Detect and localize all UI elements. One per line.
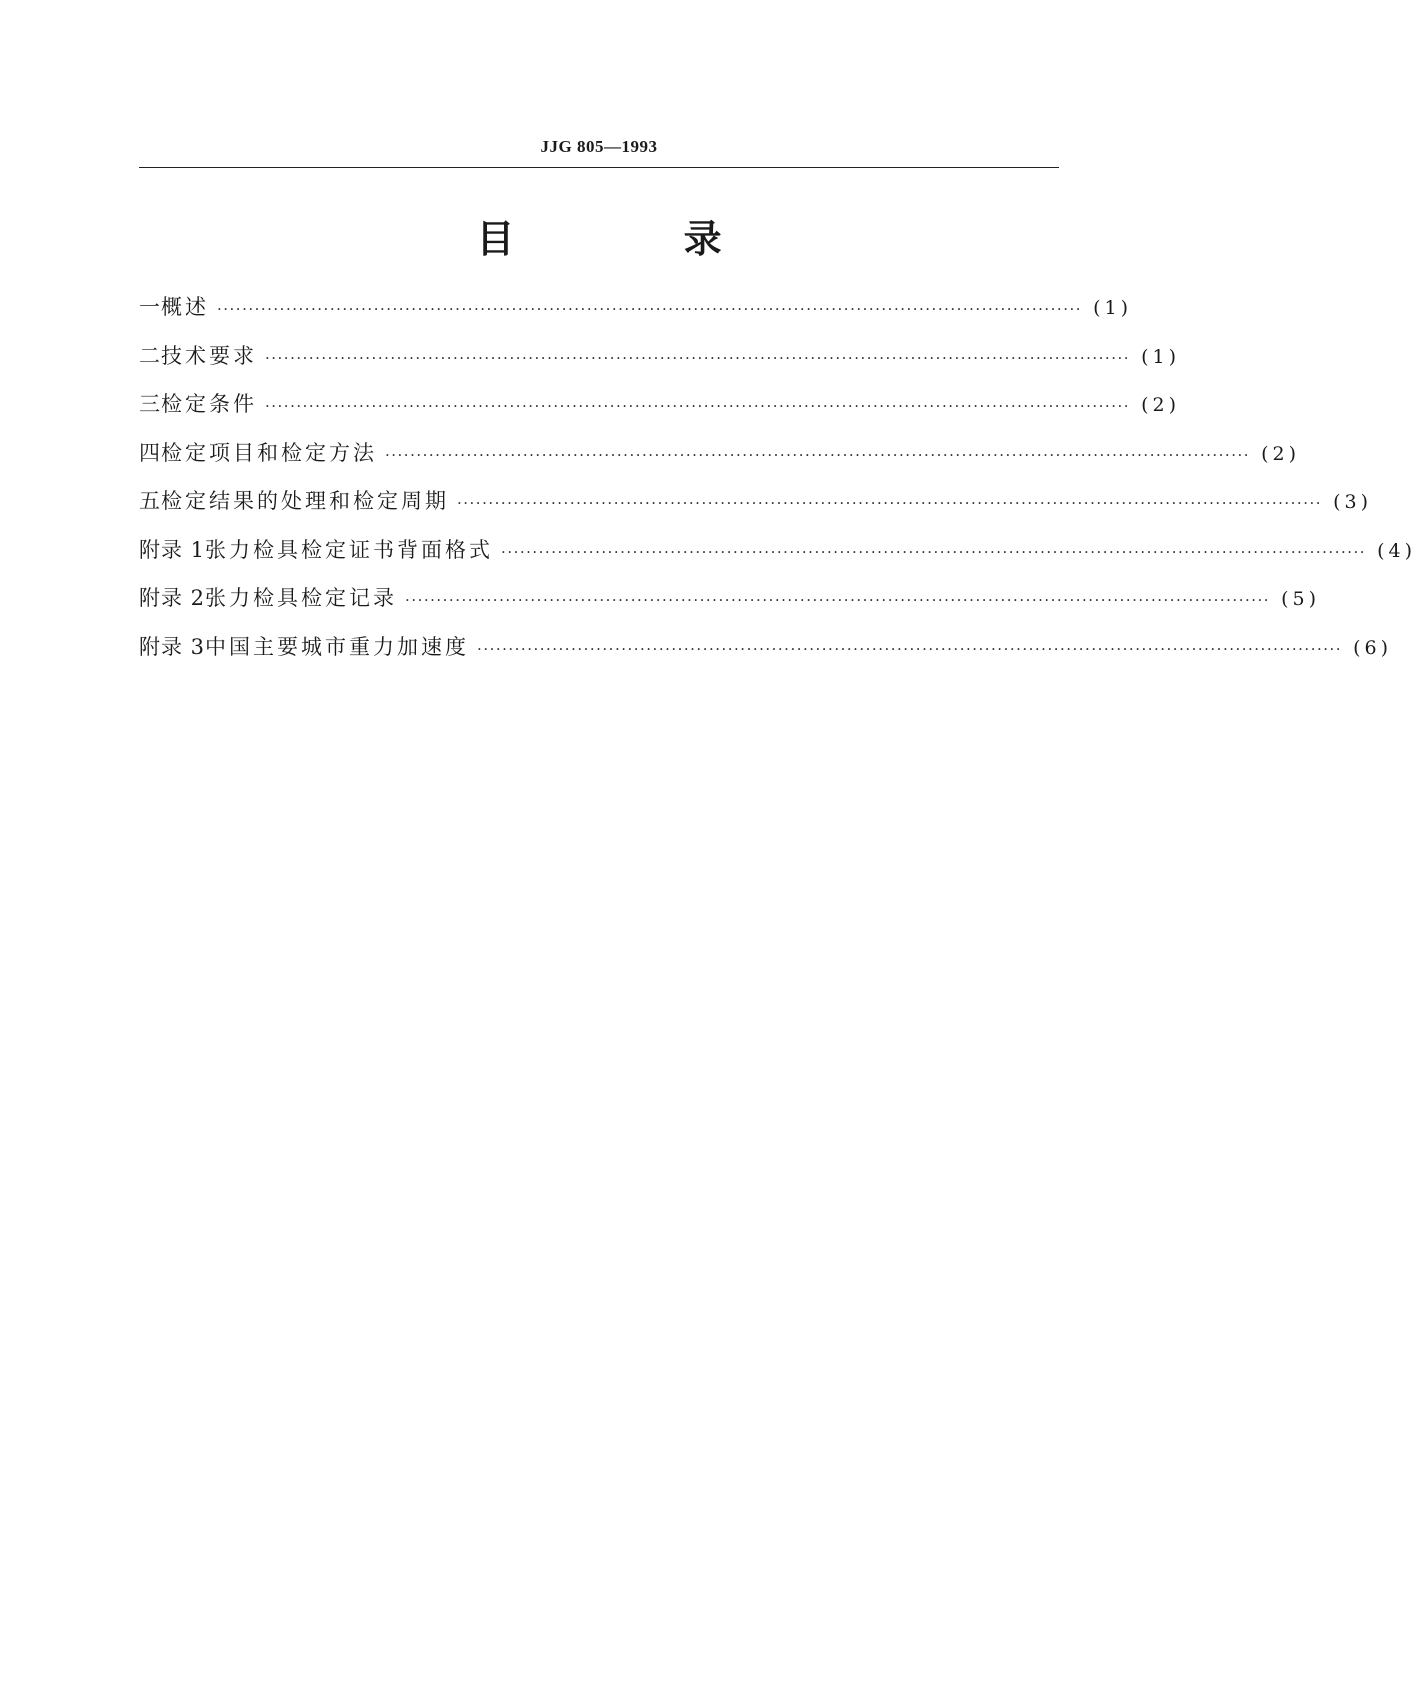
toc-dot-leader: ·········································································································································· xyxy=(477,639,1343,658)
toc-entry-label: 技术要求 xyxy=(161,343,257,368)
toc-list xyxy=(139,292,1416,680)
toc-entry[interactable] xyxy=(139,438,1300,487)
toc-entry-label: 检定结果的处理和检定周期 xyxy=(161,489,449,513)
toc-entry-number: 二 xyxy=(139,343,161,368)
toc-entry-number: 附录 3 xyxy=(139,634,206,659)
toc-entry-label: 检定条件 xyxy=(161,392,257,416)
toc-entry[interactable] xyxy=(139,632,1393,681)
toc-dot-leader: ·········································································································································· xyxy=(265,348,1130,367)
toc-dot-leader: ·········································································································································· xyxy=(457,494,1322,512)
toc-entry-number: 四 xyxy=(139,440,161,465)
toc-entry-page: (2) xyxy=(1261,442,1300,465)
header-rule xyxy=(139,167,1059,168)
toc-entry[interactable] xyxy=(139,486,1372,535)
toc-entry-number: 三 xyxy=(139,392,161,416)
toc-entry-page: (6) xyxy=(1353,636,1393,659)
toc-entry[interactable] xyxy=(139,292,1132,341)
toc-entry-page: (5) xyxy=(1281,588,1321,610)
toc-entry[interactable] xyxy=(139,583,1321,632)
toc-entry-number: 五 xyxy=(139,489,161,513)
toc-entry-label: 张力检具检定证书背面格式 xyxy=(205,537,494,562)
toc-entry-page: (4) xyxy=(1377,539,1416,562)
toc-entry-label: 中国主要城市重力加速度 xyxy=(205,634,470,659)
toc-entry[interactable] xyxy=(139,341,1180,390)
toc-entry-number: 附录 1 xyxy=(139,537,206,562)
toc-entry-page: (1) xyxy=(1093,297,1132,319)
toc-entry-label: 检定项目和检定方法 xyxy=(161,440,377,465)
toc-dot-leader: ·········································································································································· xyxy=(385,445,1250,464)
running-header: JJG 805—1993 xyxy=(540,137,658,156)
toc-entry[interactable] xyxy=(139,535,1416,584)
toc-entry[interactable] xyxy=(139,389,1180,438)
toc-entry-label: 概述 xyxy=(161,295,209,319)
toc-entry-number: 一 xyxy=(139,295,161,319)
toc-entry-page: (3) xyxy=(1333,491,1372,513)
toc-entry-number: 附录 2 xyxy=(139,586,206,610)
toc-dot-leader: ·········································································································································· xyxy=(501,542,1367,561)
toc-dot-leader: ·········································································································································· xyxy=(405,591,1271,609)
toc-entry-label: 张力检具检定记录 xyxy=(205,586,398,610)
toc-entry-page: (2) xyxy=(1141,394,1180,416)
toc-title: 目 录 xyxy=(476,217,800,261)
toc-entry-page: (1) xyxy=(1141,345,1180,368)
toc-dot-leader: ·········································································································································· xyxy=(265,397,1130,415)
toc-dot-leader: ·········································································································································· xyxy=(217,300,1082,318)
